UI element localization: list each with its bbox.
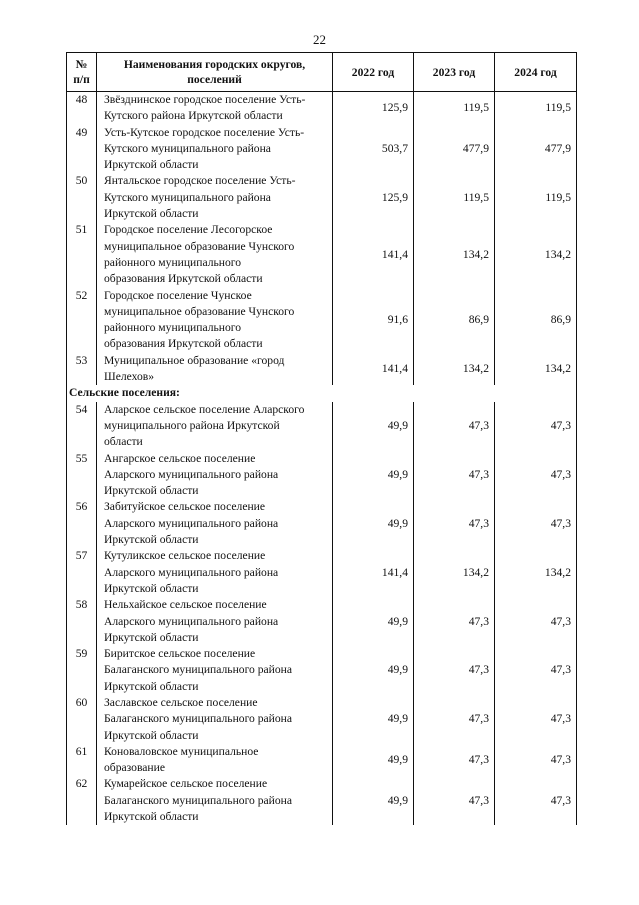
table-row [67,288,577,353]
row-number-cell: 53 [67,353,97,386]
municipality-name-cell [97,548,333,597]
value-2022-cell: 49,9 [333,646,414,695]
value-2023-cell: 119,5 [414,92,495,125]
value-2023-cell: 47,3 [414,402,495,451]
municipality-name-cell [97,125,333,174]
value-2024-cell: 47,3 [495,695,577,744]
municipality-name-line: Нельхайское сельское поселение [104,598,267,612]
table-row [67,695,577,744]
municipality-name-line: Аларского муниципального района [104,516,279,530]
municipality-name-cell [97,646,333,695]
value-2023-cell: 134,2 [414,222,495,287]
municipality-name-line: Аларское сельское поселение Аларского [104,402,305,416]
municipality-name-cell [97,695,333,744]
header-year-2023: 2023 год [414,53,495,92]
value-2022-cell: 49,9 [333,402,414,451]
value-2023-cell: 47,3 [414,597,495,646]
table-row [67,451,577,500]
page-number: 22 [313,32,326,47]
row-number-cell: 49 [67,125,97,174]
municipality-name-cell [97,499,333,548]
row-number-cell: 52 [67,288,97,353]
table-row [67,548,577,597]
value-2023-cell: 134,2 [414,353,495,386]
municipality-name-cell [97,222,333,287]
municipality-name-line: районного муниципального [104,321,242,335]
municipality-name-line: районного муниципального [104,255,242,269]
municipality-name-line: образования Иркутской области [104,272,263,286]
row-number-cell: 60 [67,695,97,744]
municipality-name-line: Кумарейское сельское поселение [104,777,268,791]
table-row [67,353,577,386]
municipality-name-line: Шелехов» [104,370,155,384]
value-2023-cell: 47,3 [414,776,495,825]
municipality-name-line: Иркутской области [104,630,199,644]
municipality-name-line: Иркутской области [104,581,199,595]
municipality-name-line: Ангарское сельское поселение [104,451,256,465]
header-row-number: № п/п [67,53,97,92]
value-2024-cell: 47,3 [495,776,577,825]
value-2023-cell: 47,3 [414,646,495,695]
value-2024-cell: 47,3 [495,451,577,500]
table-body [67,92,577,826]
municipality-name-line: Усть-Кутское городское поселение Усть- [104,125,305,139]
municipality-name-line: Балаганского муниципального района [104,712,293,726]
table-row [67,173,577,222]
budget-allocation-table [66,52,577,825]
value-2024-cell: 47,3 [495,646,577,695]
value-2022-cell: 503,7 [333,125,414,174]
table-row [67,646,577,695]
municipality-name-line: Коноваловское муниципальное [104,744,259,758]
municipality-name-cell [97,353,333,386]
table-row [67,125,577,174]
row-number-cell: 58 [67,597,97,646]
row-number-cell: 62 [67,776,97,825]
row-number-cell: 54 [67,402,97,451]
value-2023-cell: 47,3 [414,744,495,777]
municipality-name-line: Городское поселение Лесогорское [104,223,273,237]
value-2022-cell: 49,9 [333,695,414,744]
municipality-name-line: Иркутской области [104,533,199,547]
value-2022-cell: 141,4 [333,222,414,287]
municipality-name-line: Балаганского муниципального района [104,793,293,807]
municipality-name-line: Заславское сельское поселение [104,695,258,709]
municipality-name-line: Иркутской области [104,728,199,742]
value-2024-cell: 47,3 [495,402,577,451]
table-header-row [67,53,577,92]
municipality-name-line: Иркутской области [104,158,199,172]
table-row [67,776,577,825]
value-2024-cell: 119,5 [495,92,577,125]
value-2023-cell: 47,3 [414,451,495,500]
value-2024-cell: 119,5 [495,173,577,222]
municipality-name-line: образование [104,761,165,775]
row-number-cell: 48 [67,92,97,125]
row-number-cell: 51 [67,222,97,287]
municipality-name-line: Янтальское городское поселение Усть- [104,174,296,188]
municipality-name-line: Кутского муниципального района [104,190,271,204]
value-2022-cell: 49,9 [333,451,414,500]
value-2024-cell: 134,2 [495,548,577,597]
row-number-cell: 59 [67,646,97,695]
value-2024-cell: 134,2 [495,353,577,386]
value-2022-cell: 49,9 [333,776,414,825]
municipality-name-line: Забитуйское сельское поселение [104,500,266,514]
municipality-name-line: муниципального района Иркутской [104,418,280,432]
value-2022-cell: 141,4 [333,548,414,597]
value-2022-cell: 49,9 [333,744,414,777]
section-title: Сельские поселения: [67,385,577,401]
table-row [67,222,577,287]
header-municipality-name: Наименования городских округов, поселений [97,53,333,92]
municipality-name-line: Иркутской области [104,810,199,824]
municipality-name-cell [97,597,333,646]
header-year-2022: 2022 год [333,53,414,92]
municipality-name-line: Кутского района Иркутской области [104,109,283,123]
table-row [67,744,577,777]
municipality-name-line: Биритское сельское поселение [104,647,256,661]
municipality-name-line: Иркутской области [104,207,199,221]
municipality-name-line: Аларского муниципального района [104,565,279,579]
municipality-name-line: муниципальное образование Чунского [104,304,295,318]
value-2022-cell: 49,9 [333,597,414,646]
municipality-name-line: Кутуликское сельское поселение [104,549,266,563]
value-2024-cell: 47,3 [495,744,577,777]
municipality-name-line: Аларского муниципального района [104,614,279,628]
table-row [67,402,577,451]
municipality-name-cell [97,451,333,500]
value-2022-cell: 91,6 [333,288,414,353]
value-2023-cell: 134,2 [414,548,495,597]
header-year-2024: 2024 год [495,53,577,92]
municipality-name-cell [97,288,333,353]
value-2022-cell: 125,9 [333,92,414,125]
value-2023-cell: 477,9 [414,125,495,174]
value-2024-cell: 134,2 [495,222,577,287]
value-2024-cell: 47,3 [495,499,577,548]
municipality-name-line: Аларского муниципального района [104,467,279,481]
value-2023-cell: 86,9 [414,288,495,353]
municipality-name-cell [97,92,333,125]
value-2024-cell: 86,9 [495,288,577,353]
table-row [67,499,577,548]
value-2022-cell: 49,9 [333,499,414,548]
municipality-name-line: Кутского муниципального района [104,141,271,155]
municipality-name-line: Иркутской области [104,484,199,498]
row-number-cell: 61 [67,744,97,777]
municipality-name-line: Иркутской области [104,679,199,693]
value-2023-cell: 47,3 [414,499,495,548]
value-2023-cell: 119,5 [414,173,495,222]
municipality-name-line: Звёзднинское городское поселение Усть- [104,93,306,106]
row-number-cell: 56 [67,499,97,548]
municipality-name-line: муниципальное образование Чунского [104,239,295,253]
municipality-name-cell [97,776,333,825]
row-number-cell: 50 [67,173,97,222]
value-2024-cell: 477,9 [495,125,577,174]
value-2022-cell: 141,4 [333,353,414,386]
municipality-name-line: образования Иркутской области [104,337,263,351]
section-header-row [67,385,577,401]
table-row [67,92,577,125]
municipality-name-line: Балаганского муниципального района [104,663,293,677]
row-number-cell: 57 [67,548,97,597]
value-2022-cell: 125,9 [333,173,414,222]
value-2024-cell: 47,3 [495,597,577,646]
municipality-name-line: Городское поселение Чунское [104,288,252,302]
municipality-name-line: области [104,435,143,449]
municipality-name-cell [97,173,333,222]
municipality-name-cell [97,744,333,777]
municipality-name-cell [97,402,333,451]
row-number-cell: 55 [67,451,97,500]
municipality-name-line: Муниципальное образование «город [104,353,285,367]
value-2023-cell: 47,3 [414,695,495,744]
table-row [67,597,577,646]
